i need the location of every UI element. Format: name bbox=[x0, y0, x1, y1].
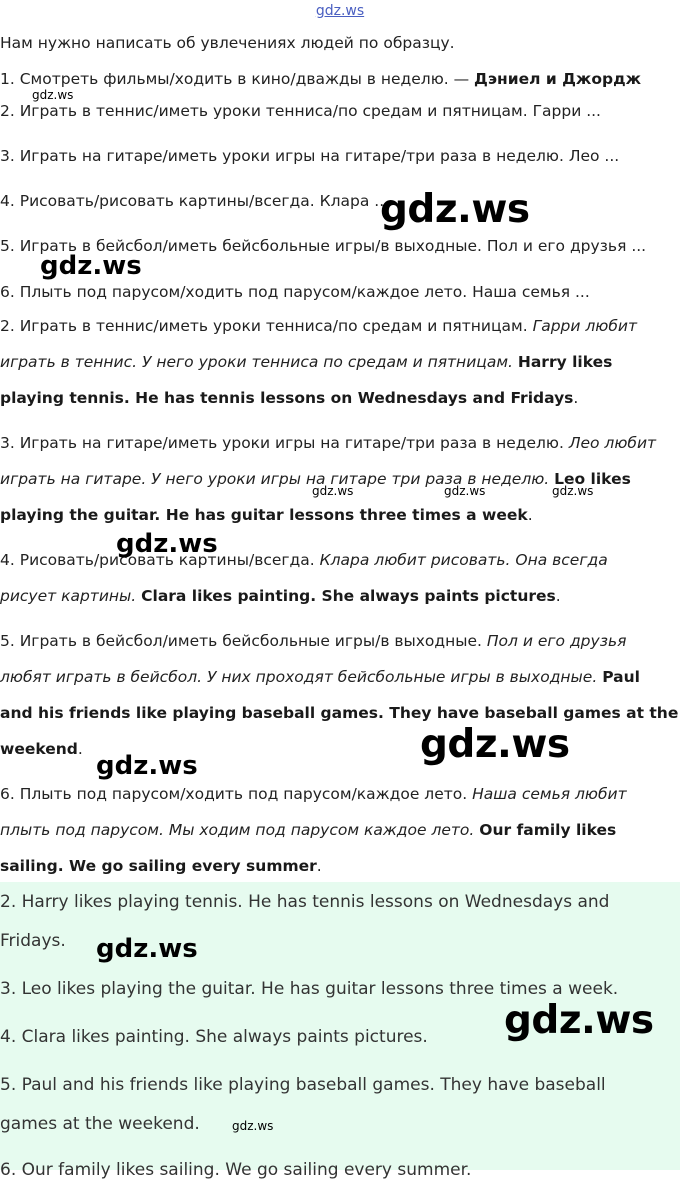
answer-4-period: . bbox=[555, 587, 561, 605]
answer-5-ru-cont: любят играть в бейсбол. У них проходят бейсбольные игры в выходные. bbox=[0, 668, 603, 686]
watermark: gdz.ws bbox=[312, 484, 354, 498]
english-answer-6: 6. Our family likes sailing. We go sailing every summer. bbox=[0, 1160, 472, 1180]
watermark: gdz.ws bbox=[504, 998, 654, 1043]
watermark: gdz.ws bbox=[444, 484, 486, 498]
answer-3-ru: Лео любит bbox=[568, 434, 657, 452]
answer-4-en: Clara likes painting. She always paints pictures bbox=[141, 587, 556, 605]
english-answer-5: 5. Paul and his friends like playing baseball games. They have baseball bbox=[0, 1075, 606, 1095]
answer-3-task: 3. Играть на гитаре/иметь уроки игры на гитаре/три раза в неделю. bbox=[0, 434, 569, 452]
answer-6-en-cont: sailing. We go sailing every summer bbox=[0, 857, 317, 875]
answer-6-en: Our family likes bbox=[479, 821, 617, 839]
english-answer-3: 3. Leo likes playing the guitar. He has guitar lessons three times a week. bbox=[0, 979, 619, 999]
answer-3-en-cont: playing the guitar. He has guitar lessons three times a week bbox=[0, 506, 528, 524]
watermark: gdz.ws bbox=[96, 751, 198, 781]
watermark: gdz.ws bbox=[552, 484, 594, 498]
intro-text: Нам нужно написать об увлечениях людей по образцу. bbox=[0, 34, 455, 52]
watermark: gdz.ws bbox=[380, 187, 530, 232]
english-answer-2: 2. Harry likes playing tennis. He has tennis lessons on Wednesdays and bbox=[0, 892, 610, 912]
answer-5-en: Paul bbox=[602, 668, 640, 686]
task-item-3: 3. Играть на гитаре/иметь уроки игры на гитаре/три раза в неделю. Лео ... bbox=[0, 147, 620, 165]
task-item-1-names: Дэниел и Джордж bbox=[474, 70, 642, 88]
watermark: gdz.ws bbox=[116, 529, 218, 559]
answer-2-period: . bbox=[573, 389, 579, 407]
english-answer-5-cont: games at the weekend. bbox=[0, 1114, 200, 1134]
answer-3-en: Leo likes bbox=[554, 470, 631, 488]
task-item-1-text: 1. Смотреть фильмы/ходить в кино/дважды в неделю. — bbox=[0, 70, 475, 88]
english-answer-2-cont: Fridays. bbox=[0, 931, 66, 951]
answer-5-en-cont: and his friends like playing baseball games. They have baseball games at the bbox=[0, 704, 679, 722]
watermark: gdz.ws bbox=[32, 88, 74, 102]
answer-2-ru: Гарри любит bbox=[532, 317, 638, 335]
watermark: gdz.ws bbox=[96, 934, 198, 964]
answer-6-ru-cont: плыть под парусом. Мы ходим под парусом каждое лето. bbox=[0, 821, 480, 839]
answer-5-en-end: weekend bbox=[0, 740, 78, 758]
answer-6-ru: Наша семья любит bbox=[472, 785, 627, 803]
answer-2-en: Harry likes bbox=[517, 353, 613, 371]
answer-2-task: 2. Играть в теннис/иметь уроки тенниса/по средам и пятницам. bbox=[0, 317, 533, 335]
answer-5-task: 5. Играть в бейсбол/иметь бейсбольные игры/в выходные. bbox=[0, 632, 487, 650]
answer-4-ru-cont: рисует картины. bbox=[0, 587, 142, 605]
answer-6-period: . bbox=[316, 857, 322, 875]
task-item-2: 2. Играть в теннис/иметь уроки тенниса/по средам и пятницам. Гарри ... bbox=[0, 102, 601, 120]
task-item-5: 5. Играть в бейсбол/иметь бейсбольные игры/в выходные. Пол и его друзья ... bbox=[0, 237, 647, 255]
watermark: gdz.ws bbox=[420, 722, 570, 767]
watermark: gdz.ws bbox=[232, 1119, 274, 1133]
task-item-6: 6. Плыть под парусом/ходить под парусом/каждое лето. Наша семья ... bbox=[0, 283, 590, 301]
answer-3-ru-cont: играть на гитаре. У него уроки игры на гитаре три раза в неделю. bbox=[0, 470, 555, 488]
answer-3-period: . bbox=[527, 506, 533, 524]
task-item-1 bbox=[0, 70, 641, 88]
answer-4-task: 4. Рисовать/рисовать картины/всегда. bbox=[0, 551, 320, 569]
answer-5-period: . bbox=[77, 740, 83, 758]
english-answer-4: 4. Clara likes painting. She always paints pictures. bbox=[0, 1027, 428, 1047]
answer-6-task: 6. Плыть под парусом/ходить под парусом/каждое лето. bbox=[0, 785, 473, 803]
answer-4-ru: Клара любит рисовать. Она всегда bbox=[319, 551, 608, 569]
answer-5-ru: Пол и его друзья bbox=[486, 632, 627, 650]
watermark: gdz.ws bbox=[40, 251, 142, 281]
header-link[interactable]: gdz.ws bbox=[315, 3, 365, 19]
answer-2-ru-cont: играть в теннис. У него уроки тенниса по средам и пятницам. bbox=[0, 353, 518, 371]
task-item-4: 4. Рисовать/рисовать картины/всегда. Клара ... bbox=[0, 192, 390, 210]
answer-2-en-cont: playing tennis. He has tennis lessons on Wednesdays and Fridays bbox=[0, 389, 574, 407]
